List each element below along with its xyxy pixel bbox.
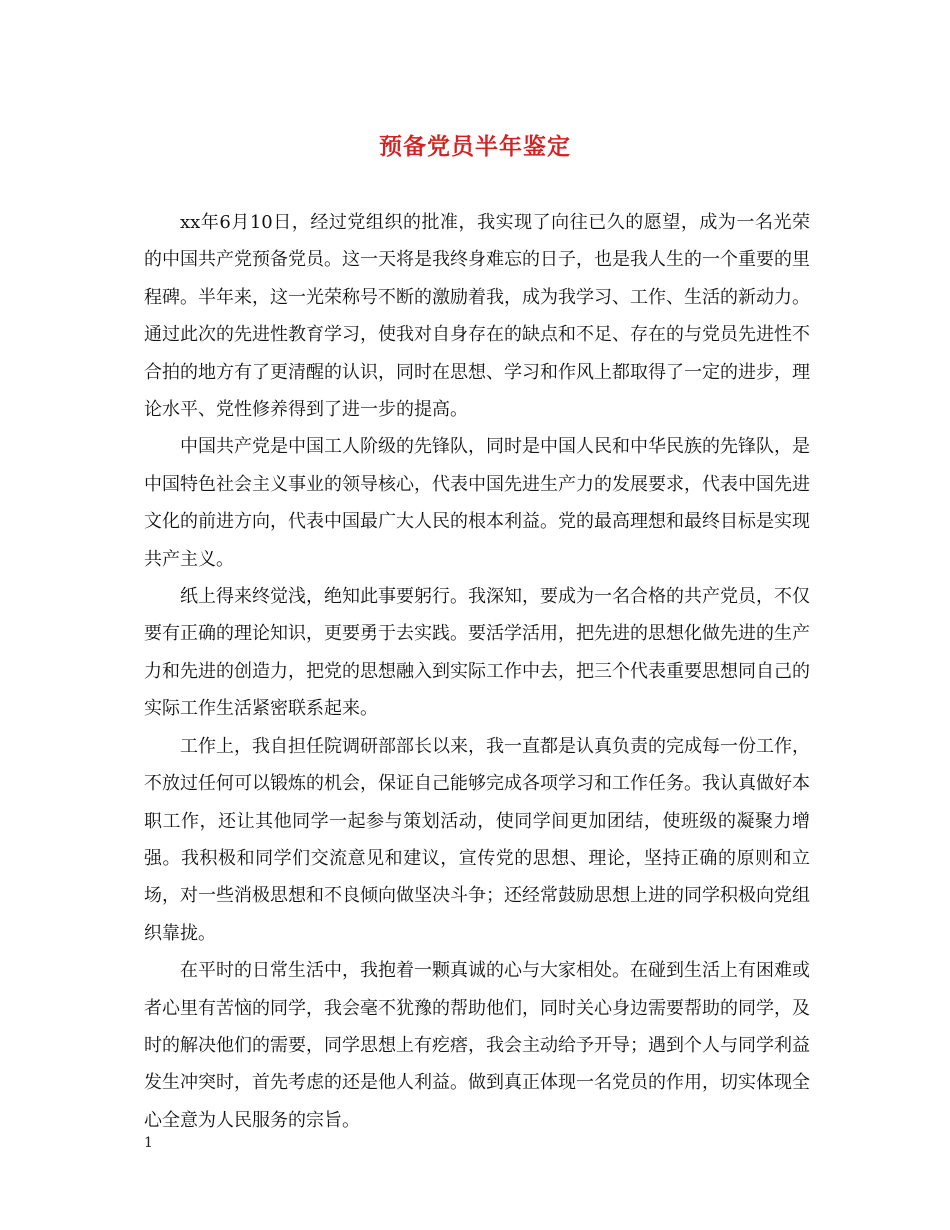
paragraph-4: 工作上，我自担任院调研部部长以来，我一直都是认真负责的完成每一份工作，不放过任何可以锻炼的机会，保证自己能够完成各项学习和工作任务。我认真做好本职工作，还让其他同学一起参与策划活动，使同学间更加团结，使班级的凝聚力增强。我积极和同学们交流意见和建议，宣传党的思想、理论，坚持正确的原则和立场，对一些消极思想和不良倾向做坚决斗争；还经常鼓励思想上进的同学积极向党组织靠拢。 (144, 735, 810, 944)
paragraph-1: xx年6月10日，经过党组织的批准，我实现了向往已久的愿望，成为一名光荣的中国共产党预备党员。这一天将是我终身难忘的日子，也是我人生的一个重要的里程碑。半年来，这一光荣称号不断的激励着我，成为我学习、工作、生活的新动力。通过此次的先进性教育学习，使我对自身存在的缺点和不足、存在的与党员先进性不合拍的地方有了更清醒的认识，同时在思想、学习和作风上都取得了一定的进步，理论水平、党性修养得到了进一步的提高。 (144, 212, 810, 421)
document-body (144, 204, 810, 1139)
paragraph-5: 在平时的日常生活中，我抱着一颗真诚的心与大家相处。在碰到生活上有困难或者心里有苦恼的同学，我会毫不犹豫的帮助他们，同时关心身边需要帮助的同学，及时的解决他们的需要，同学思想上有疙瘩，我会主动给予开导；遇到个人与同学利益发生冲突时，首先考虑的还是他人利益。做到真正体现一名党员的作用，切实体现全心全意为人民服务的宗旨。 (144, 960, 810, 1131)
page-number: 1 (144, 1135, 153, 1151)
paragraph-2: 中国共产党是中国工人阶级的先锋队，同时是中国人民和中华民族的先锋队，是中国特色社会主义事业的领导核心，代表中国先进生产力的发展要求，代表中国先进文化的前进方向，代表中国最广大人民的根本利益。党的最高理想和最终目标是实现共产主义。 (144, 436, 810, 570)
paragraph-3: 纸上得来终觉浅，绝知此事要躬行。我深知，要成为一名合格的共产党员，不仅要有正确的理论知识，更要勇于去实践。要活学活用，把先进的思想化做先进的生产力和先进的创造力，把党的思想融入到实际工作中去，把三个代表重要思想同自己的实际工作生活紧密联系起来。 (144, 586, 810, 720)
document-title: 预备党员半年鉴定 (379, 133, 571, 160)
